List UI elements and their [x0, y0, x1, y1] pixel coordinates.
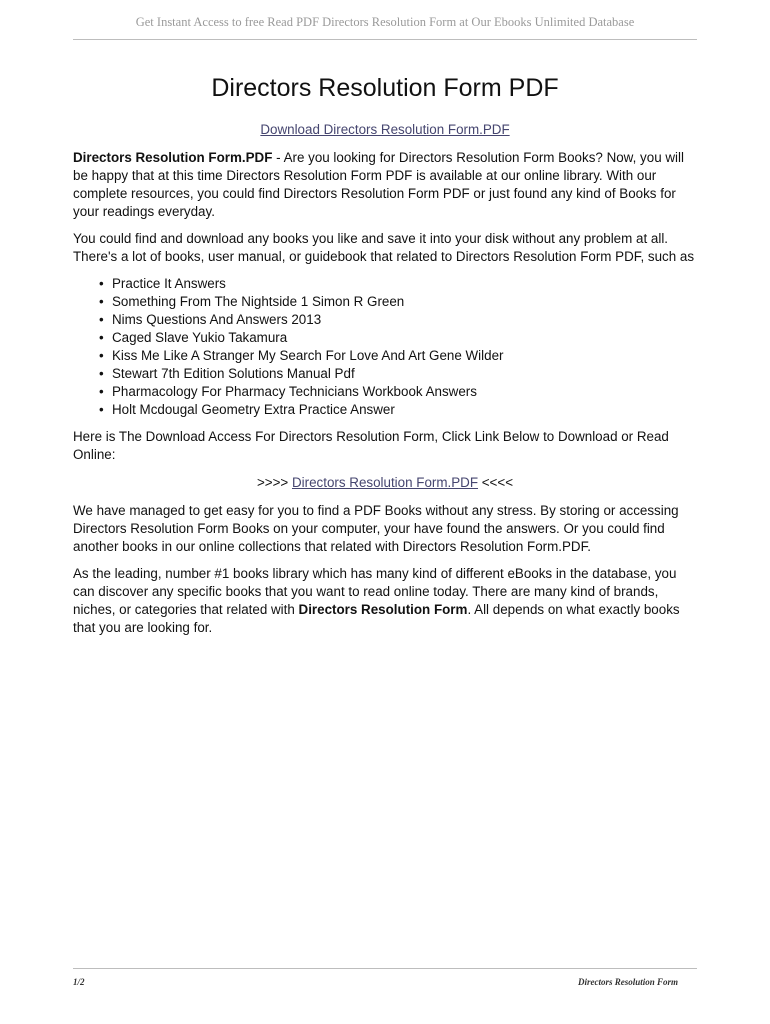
- list-item: [99, 401, 697, 419]
- page-header: Get Instant Access to free Read PDF Directors Resolution Form at Our Ebooks Unlimited Database: [135, 15, 635, 29]
- list-item-label: Kiss Me Like A Stranger My Search For Love And Art Gene Wilder: [112, 348, 504, 363]
- footer-divider: [73, 968, 697, 969]
- page-number: 1/2: [73, 977, 85, 987]
- library-paragraph: [73, 565, 697, 637]
- list-item-label: Nims Questions And Answers 2013: [112, 312, 322, 327]
- list-item: [99, 293, 697, 311]
- bullet-icon: •: [99, 330, 104, 345]
- bullet-icon: •: [99, 384, 104, 399]
- intro-paragraph: [73, 149, 697, 221]
- list-item: [99, 275, 697, 293]
- list-item-label: Something From The Nightside 1 Simon R Green: [112, 294, 405, 309]
- library-text-start: As the leading, number #1 books library which has many kind of different eBooks in the database, you can discover any specific books that you want to read online today. There are many kind of brands, niches, or categories that related with: [73, 566, 677, 617]
- page-title: Directors Resolution Form PDF: [211, 74, 559, 102]
- list-item: [99, 347, 697, 365]
- list-item-label: Holt Mcdougal Geometry Extra Practice Answer: [112, 402, 395, 417]
- list-item: [99, 365, 697, 383]
- list-item-label: Pharmacology For Pharmacy Technicians Workbook Answers: [112, 384, 477, 399]
- list-item-label: Stewart 7th Edition Solutions Manual Pdf: [112, 366, 355, 381]
- bullet-icon: •: [99, 294, 104, 309]
- list-item: [99, 311, 697, 329]
- bullet-icon: •: [99, 402, 104, 417]
- intro-text: - Are you looking for Directors Resolution Form Books? Now, you will be happy that at this time Directors Resolution Form PDF is available at our online library. With our complete resources, you could find Directors Resolution Form PDF or just found any kind of Books for your readings everyday.: [73, 150, 684, 219]
- list-item: [99, 329, 697, 347]
- download-link[interactable]: Download Directors Resolution Form.PDF: [260, 122, 510, 137]
- link-suffix: <<<<: [478, 475, 514, 490]
- bullet-icon: •: [99, 312, 104, 327]
- intro-bold-title: Directors Resolution Form.PDF: [73, 150, 273, 165]
- read-online-link-row: [73, 474, 697, 492]
- list-item-label: Practice It Answers: [112, 276, 226, 291]
- header-divider: [73, 39, 697, 40]
- book-list: [73, 275, 697, 419]
- bullet-icon: •: [99, 276, 104, 291]
- related-books-paragraph: You could find and download any books you like and save it into your disk without any problem at all. There's a lot of books, user manual, or guidebook that related to Directors Resolution Form PDF, such as: [73, 231, 695, 264]
- library-text-end: . All depends on what exactly books that you are looking for.: [73, 602, 680, 635]
- download-link-row: [73, 121, 697, 139]
- link-prefix: >>>>: [256, 475, 292, 490]
- bullet-icon: •: [99, 366, 104, 381]
- library-bold-title: Directors Resolution Form: [298, 602, 468, 617]
- list-item: [99, 383, 697, 401]
- document-body: [73, 68, 697, 637]
- read-online-link[interactable]: Directors Resolution Form.PDF: [291, 475, 479, 490]
- footer-title: Directors Resolution Form: [577, 977, 678, 987]
- managed-paragraph: We have managed to get easy for you to find a PDF Books without any stress. By storing or accessing Directors Resolution Form Books on your computer, your have found the answers. Or you could find another books in our online collections that related with Directors Resolution Form.PDF.: [73, 503, 679, 554]
- bullet-icon: •: [99, 348, 104, 363]
- download-access-paragraph: Here is The Download Access For Directors Resolution Form, Click Link Below to Download or Read Online:: [73, 429, 669, 462]
- list-item-label: Caged Slave Yukio Takamura: [112, 330, 288, 345]
